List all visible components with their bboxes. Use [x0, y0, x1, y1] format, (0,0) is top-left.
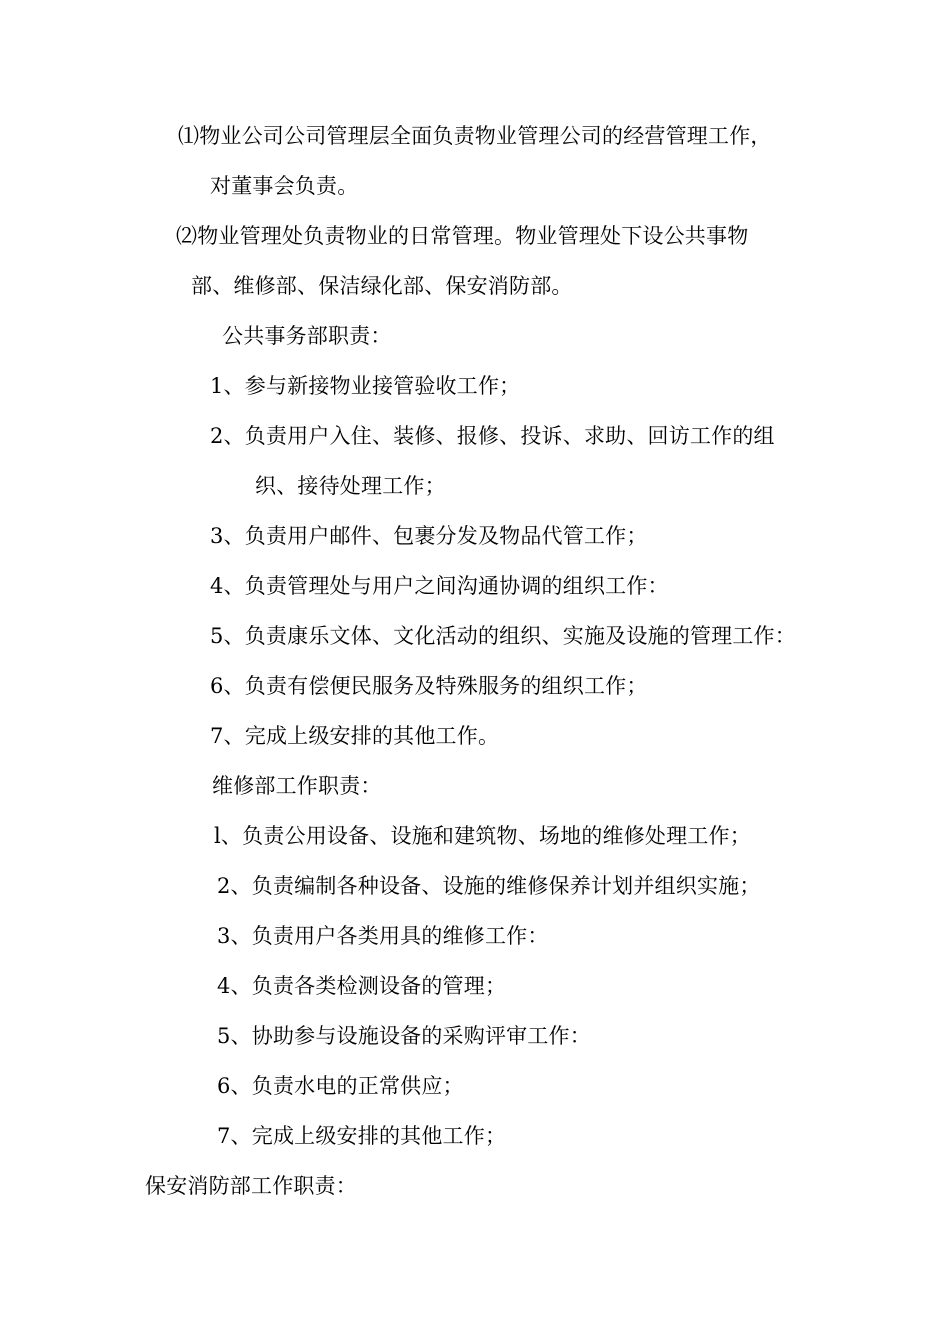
maintenance-item-3: 3、负责用户各类用具的维修工作：: [217, 924, 549, 948]
paragraph-2-line-1: ⑵物业管理处负责物业的日常管理。物业管理处下设公共事物: [176, 224, 749, 248]
public-affairs-item-1: 1、参与新接物业接管验收工作；: [210, 374, 521, 398]
public-affairs-item-7: 7、完成上级安排的其他工作。: [210, 724, 500, 748]
paragraph-1-line-1: ⑴物业公司公司管理层全面负责物业管理公司的经营管理工作，: [178, 124, 772, 148]
maintenance-item-2: 2、负责编制各种设备、设施的维修保养计划并组织实施；: [217, 874, 761, 898]
section-heading-security: 保安消防部工作职责：: [145, 1174, 357, 1198]
public-affairs-item-6: 6、负责有偿便民服务及特殊服务的组织工作；: [210, 674, 648, 698]
paragraph-1-line-2: 对董事会负责。: [210, 174, 359, 198]
maintenance-item-6: 6、负责水电的正常供应；: [217, 1074, 464, 1098]
public-affairs-item-2-cont: 织、接待处理工作；: [255, 474, 446, 498]
maintenance-item-4: 4、负责各类检测设备的管理；: [217, 974, 507, 998]
public-affairs-item-4: 4、负责管理处与用户之间沟通协调的组织工作：: [210, 574, 669, 598]
section-heading-maintenance: 维修部工作职责：: [212, 774, 382, 798]
maintenance-item-5: 5、协助参与设施设备的采购评审工作：: [217, 1024, 591, 1048]
maintenance-item-7: 7、完成上级安排的其他工作；: [217, 1124, 507, 1148]
public-affairs-item-2: 2、负责用户入住、装修、报修、投诉、求助、回访工作的组: [210, 424, 775, 448]
section-heading-public-affairs: 公共事务部职责：: [222, 324, 392, 348]
public-affairs-item-5: 5、负责康乐文体、文化活动的组织、实施及设施的管理工作：: [210, 624, 796, 648]
paragraph-2-line-2: 部、维修部、保洁绿化部、保安消防部。: [191, 274, 573, 298]
public-affairs-item-3: 3、负责用户邮件、包裹分发及物品代管工作；: [210, 524, 648, 548]
maintenance-item-1: l、负责公用设备、设施和建筑物、场地的维修处理工作；: [214, 824, 751, 848]
